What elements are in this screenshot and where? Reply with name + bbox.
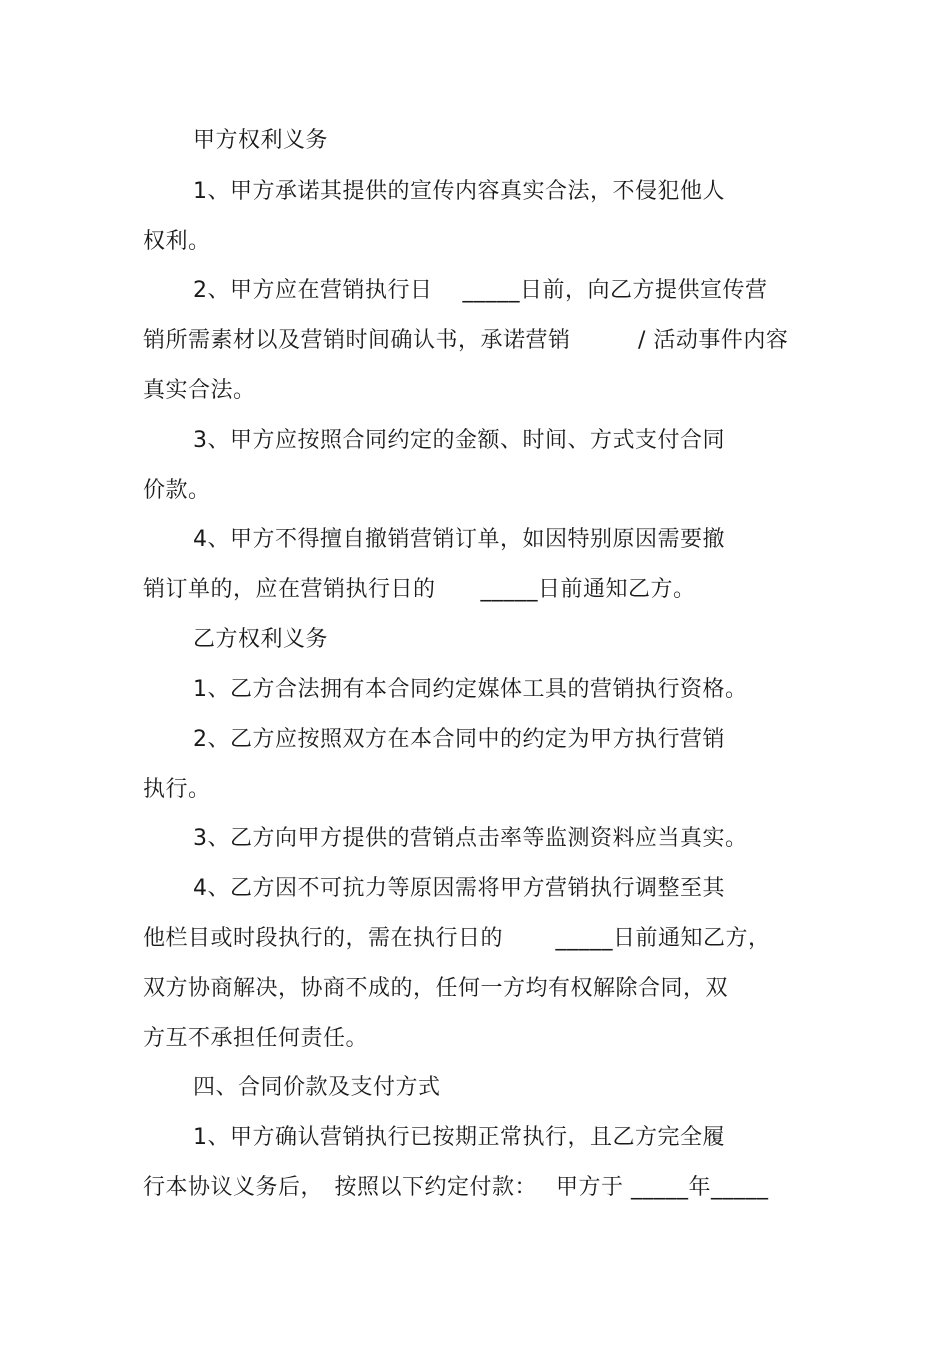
paragraph-line: 销订单的，应在营销执行日的 _____日前通知乙方。 bbox=[143, 577, 696, 602]
paragraph-line: 1、甲方确认营销执行已按期正常执行，且乙方完全履 bbox=[193, 1125, 725, 1150]
paragraph-line: 他栏目或时段执行的，需在执行日的 _____日前通知乙方， bbox=[143, 926, 771, 951]
paragraph-line: 2、乙方应按照双方在本合同中的约定为甲方执行营销 bbox=[193, 727, 725, 752]
section-heading-price-payment: 四、合同价款及支付方式 bbox=[193, 1075, 441, 1100]
paragraph-line: 执行。 bbox=[143, 777, 211, 802]
paragraph-line: 3、乙方向甲方提供的营销点击率等监测资料应当真实。 bbox=[193, 826, 748, 851]
paragraph-line: 权利。 bbox=[143, 229, 211, 254]
paragraph-line: 销所需素材以及营销时间确认书，承诺营销 / 活动事件内容 bbox=[143, 328, 789, 353]
paragraph-line: 价款。 bbox=[143, 478, 211, 503]
paragraph-line: 方互不承担任何责任。 bbox=[143, 1026, 369, 1051]
paragraph-line: 1、乙方合法拥有本合同约定媒体工具的营销执行资格。 bbox=[193, 677, 748, 702]
paragraph-line: 2、甲方应在营销执行日 _____日前，向乙方提供宣传营 bbox=[193, 278, 768, 303]
section-heading-party-b: 乙方权利义务 bbox=[193, 627, 329, 652]
paragraph-line: 双方协商解决，协商不成的，任何一方均有权解除合同，双 bbox=[143, 976, 729, 1001]
paragraph-line: 4、乙方因不可抗力等原因需将甲方营销执行调整至其 bbox=[193, 876, 725, 901]
paragraph-line: 行本协议义务后， 按照以下约定付款： 甲方于 _____年_____ bbox=[143, 1175, 769, 1200]
section-heading-party-a: 甲方权利义务 bbox=[193, 128, 329, 153]
paragraph-line: 1、甲方承诺其提供的宣传内容真实合法，不侵犯他人 bbox=[193, 179, 725, 204]
paragraph-line: 4、甲方不得擅自撤销营销订单，如因特别原因需要撤 bbox=[193, 527, 725, 552]
paragraph-line: 真实合法。 bbox=[143, 378, 256, 403]
paragraph-line: 3、甲方应按照合同约定的金额、时间、方式支付合同 bbox=[193, 428, 725, 453]
